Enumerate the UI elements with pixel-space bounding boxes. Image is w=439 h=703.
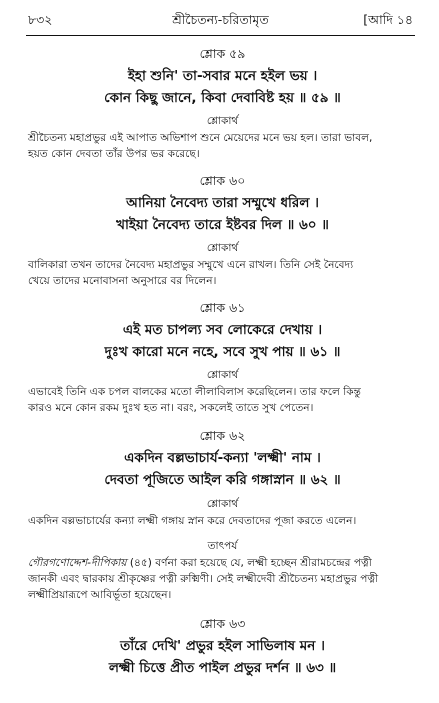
meaning-label: শ্লোকার্থ [206,369,239,381]
page-header [28,12,413,34]
verse-line: এই মত চাপল্য সব লোকেরে দেখায় । [122,322,323,338]
verse-line: ইহা শুনি' তা-সবার মনে হইল ভয় । [127,68,318,84]
purport-line: জানকী এবং দ্বারকায় শ্রীকৃষ্ণের পত্নী রুক্মিণী। সেই লক্ষ্মীদেবী শ্রীচৈতন্য মহাপ্রভুর পত্নী [28,573,379,585]
verse-line: খাইয়া নৈবেদ্য তারে ইষ্টবর দিল ॥ ৬০ ॥ [116,217,329,233]
book-title-reference: গৌরগণোদ্দেশ-দীপিকায় [28,557,127,569]
sloka-label: শ্লোক ৬১ [199,300,246,315]
verse-line: কোন কিছু জানে, কিবা দেবাবিষ্ট হয় ॥ ৫৯ ॥ [104,90,341,106]
meaning-line: একদিন বল্লভাচার্যের কন্যা লক্ষ্মী গঙ্গায় স্নান করে দেবতাদের পূজা করতে এলেন। [28,515,357,527]
verse-line: দুঃখ কারো মনে নহে, সবে সুখ পায় ॥ ৬১ ॥ [104,344,341,360]
sloka-label: শ্লোক ৫৯ [199,46,246,61]
purport-line: লক্ষ্মীপ্রিয়ারূপে আবির্ভূতা হয়েছেন। [28,589,172,601]
verse-line: একদিন বল্লভাচার্য-কন্যা 'লক্ষ্মী' নাম । [124,450,321,466]
verse-line: তাঁরে দেখি' প্রভুর হইল সাভিলাষ মন । [120,638,325,654]
verse-line: আনিয়া নৈবেদ্য তারা সম্মুখে ধরিল । [126,195,319,211]
purport-line [28,556,417,572]
sloka-label: শ্লোক ৬৩ [199,616,246,631]
sloka-label: শ্লোক ৬০ [199,173,246,188]
meaning-label: শ্লোকার্থ [206,242,239,254]
meaning-label: শ্লোকার্থ [206,498,239,510]
chapter-reference: [আদি ১৪ [363,12,413,27]
meaning-line: কারও মনে কোন রকম দুঃখ হত না। বরং, সকলেই তাতে সুখ পেতেন। [28,402,314,414]
meaning-label: শ্লোকার্থ [206,115,239,127]
purport-text: (৪৫) বর্ণনা করা হয়েছে যে, লক্ষ্মী হচ্ছেন শ্রীরামচন্দ্রের পত্নী [126,557,372,569]
sloka-label: শ্লোক ৬২ [199,428,246,443]
verse-line: দেবতা পূজিতে আইল করি গঙ্গাস্নান ॥ ৬২ ॥ [104,472,341,488]
meaning-line: খেয়ে তাদের মনোবাসনা অনুসারে বর দিলেন। [28,275,217,287]
meaning-line: এভাবেই তিনি এক চপল বালকের মতো লীলাবিলাস করেছিলেন। তার ফলে কিন্তু [28,386,361,398]
purport-label: তাৎপর্য [207,540,238,552]
meaning-line: শ্রীচৈতন্য মহাপ্রভুর এই আপাত অভিশাপ শুনে মেয়েদের মনে ভয় হল। তারা ভাবল, [28,132,373,144]
verse-line: লক্ষ্মী চিত্তে প্রীত পাইল প্রভুর দর্শন ॥ ৬৩ ॥ [108,660,337,676]
running-title: শ্রীচৈতন্য-চরিতামৃত [172,12,269,27]
page-number: ৮৩২ [28,12,53,27]
meaning-line: বালিকারা তখন তাদের নৈবেদ্য মহাপ্রভুর সম্মুখে এনে রাখল। তিনি সেই নৈবেদ্য [28,259,354,271]
header-divider [26,35,415,36]
meaning-line: হয়ত কোন দেবতা তাঁর উপর ভর করেছে। [28,148,200,160]
